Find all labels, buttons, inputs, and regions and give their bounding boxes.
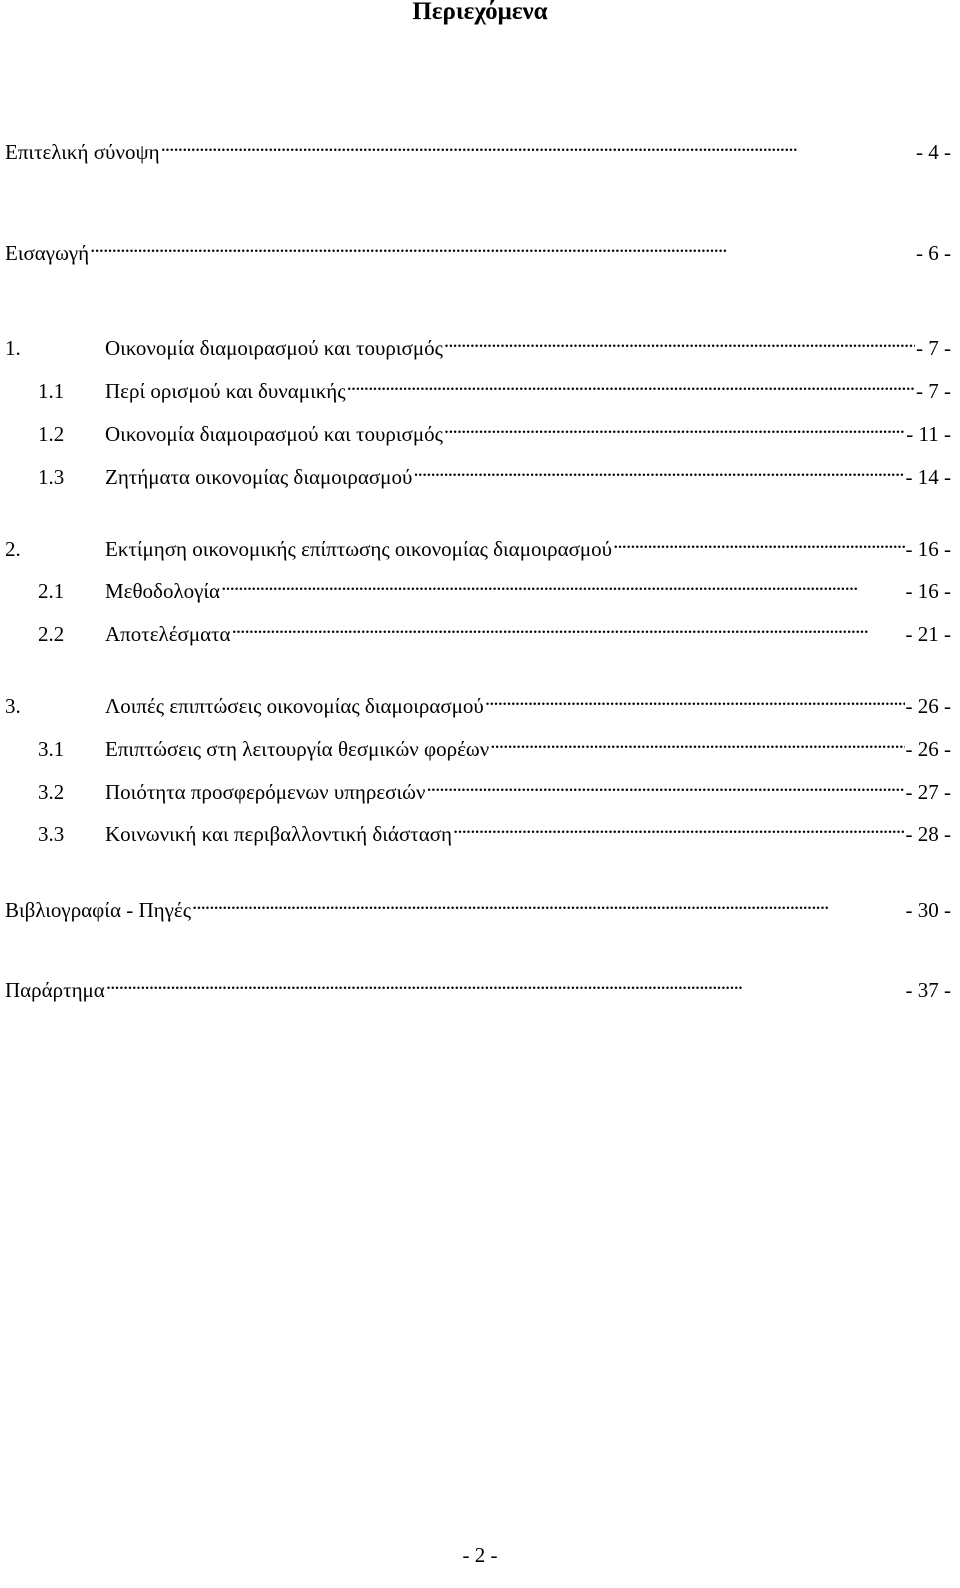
toc-entry-label: Οικονομία διαμοιρασμού και τουρισμός: [105, 336, 443, 360]
dot-leader: [613, 526, 904, 556]
toc-page-number: - 14 -: [905, 465, 951, 489]
dot-leader: [106, 967, 905, 997]
toc-entry-section-1-3[interactable]: [38, 454, 951, 489]
toc-entry-number: 2.: [5, 537, 21, 561]
dot-leader: [426, 769, 904, 799]
toc-entry-section-3-2[interactable]: [38, 769, 951, 804]
toc-entry-number: 2.1: [38, 579, 65, 603]
toc-entry-label: Εκτίμηση οικονομικής επίπτωσης οικονομίας διαμοιρασμού: [105, 537, 613, 561]
toc-entry-section-3-1[interactable]: [38, 726, 951, 761]
dot-leader: [413, 454, 904, 484]
toc-entry-number: 3.1: [38, 737, 65, 761]
toc-entry-number: 1.: [5, 336, 21, 360]
page-title: Περιεχόμενα: [412, 0, 548, 25]
toc-page-number: - 30 -: [905, 898, 951, 922]
toc-entry-number: 3.: [5, 694, 21, 718]
footer-page-number: - 2 -: [462, 1543, 498, 1567]
toc-entry-number: 2.2: [38, 622, 65, 646]
dot-leader: [90, 230, 915, 260]
toc-entry-label: Μεθοδολογία: [105, 579, 221, 603]
toc-entry-label: Επιπτώσεις στη λειτουργία θεσμικών φορέων: [105, 737, 490, 761]
toc-entry-label: Εισαγωγή: [5, 241, 90, 265]
toc-page-number: - 4 -: [916, 140, 951, 164]
toc-entry-section-2-1[interactable]: [38, 568, 951, 603]
toc-page-number: - 7 -: [916, 336, 951, 360]
toc-entry-section-3-3[interactable]: [38, 811, 951, 846]
toc-page-number: - 28 -: [905, 822, 951, 846]
dot-leader: [444, 411, 905, 441]
toc-entry-summary[interactable]: [5, 129, 951, 164]
dot-leader: [161, 129, 915, 159]
toc-entry-label: Αποτελέσματα: [105, 622, 231, 646]
toc-entry-label: Λοιπές επιπτώσεις οικονομίας διαμοιρασμού: [105, 694, 484, 718]
toc-entry-label: Περί ορισμού και δυναμικής: [105, 379, 346, 403]
toc-page-number: - 16 -: [905, 537, 951, 561]
toc-page-number: - 11 -: [906, 422, 951, 446]
toc-entry-label: Ζητήματα οικονομίας διαμοιρασμού: [105, 465, 413, 489]
toc-entry-chapter-2[interactable]: [5, 526, 951, 561]
toc-entry-label: Παράρτημα: [5, 978, 105, 1002]
toc-page-number: - 6 -: [916, 241, 951, 265]
dot-leader: [221, 568, 904, 598]
toc-entry-label: Κοινωνική και περιβαλλοντική διάσταση: [105, 822, 453, 846]
toc-entry-label: Ποιότητα προσφερόμενων υπηρεσιών: [105, 780, 426, 804]
toc-entry-introduction[interactable]: [5, 230, 951, 265]
toc-page-number: - 16 -: [905, 579, 951, 603]
toc-page-number: - 26 -: [905, 694, 951, 718]
toc-page-number: - 21 -: [905, 622, 951, 646]
toc-entry-chapter-1[interactable]: [5, 325, 951, 360]
dot-leader: [485, 683, 905, 713]
toc-page-number: - 37 -: [905, 978, 951, 1002]
toc-page-number: - 27 -: [905, 780, 951, 804]
toc-entry-appendix[interactable]: [5, 967, 951, 1002]
dot-leader: [444, 325, 915, 355]
toc-entry-number: 1.1: [38, 379, 65, 403]
toc-page-number: - 7 -: [916, 379, 951, 403]
dot-leader: [192, 887, 904, 917]
toc-entry-number: 3.3: [38, 822, 65, 846]
toc-page-number: - 26 -: [905, 737, 951, 761]
toc-entry-section-1-2[interactable]: [38, 411, 951, 446]
toc-entry-number: 1.2: [38, 422, 65, 446]
toc-entry-chapter-3[interactable]: [5, 683, 951, 718]
dot-leader: [232, 611, 905, 641]
toc-entry-label: Επιτελική σύνοψη: [5, 140, 160, 164]
dot-leader: [490, 726, 904, 756]
toc-entry-section-2-2[interactable]: [38, 611, 951, 646]
toc-entry-label: Βιβλιογραφία - Πηγές: [5, 898, 192, 922]
toc-entry-label: Οικονομία διαμοιρασμού και τουρισμός: [105, 422, 443, 446]
dot-leader: [453, 811, 904, 841]
toc-entry-section-1-1[interactable]: [38, 368, 951, 403]
toc-entry-number: 3.2: [38, 780, 65, 804]
dot-leader: [347, 368, 915, 398]
toc-entry-bibliography[interactable]: [5, 887, 951, 922]
toc-entry-number: 1.3: [38, 465, 65, 489]
